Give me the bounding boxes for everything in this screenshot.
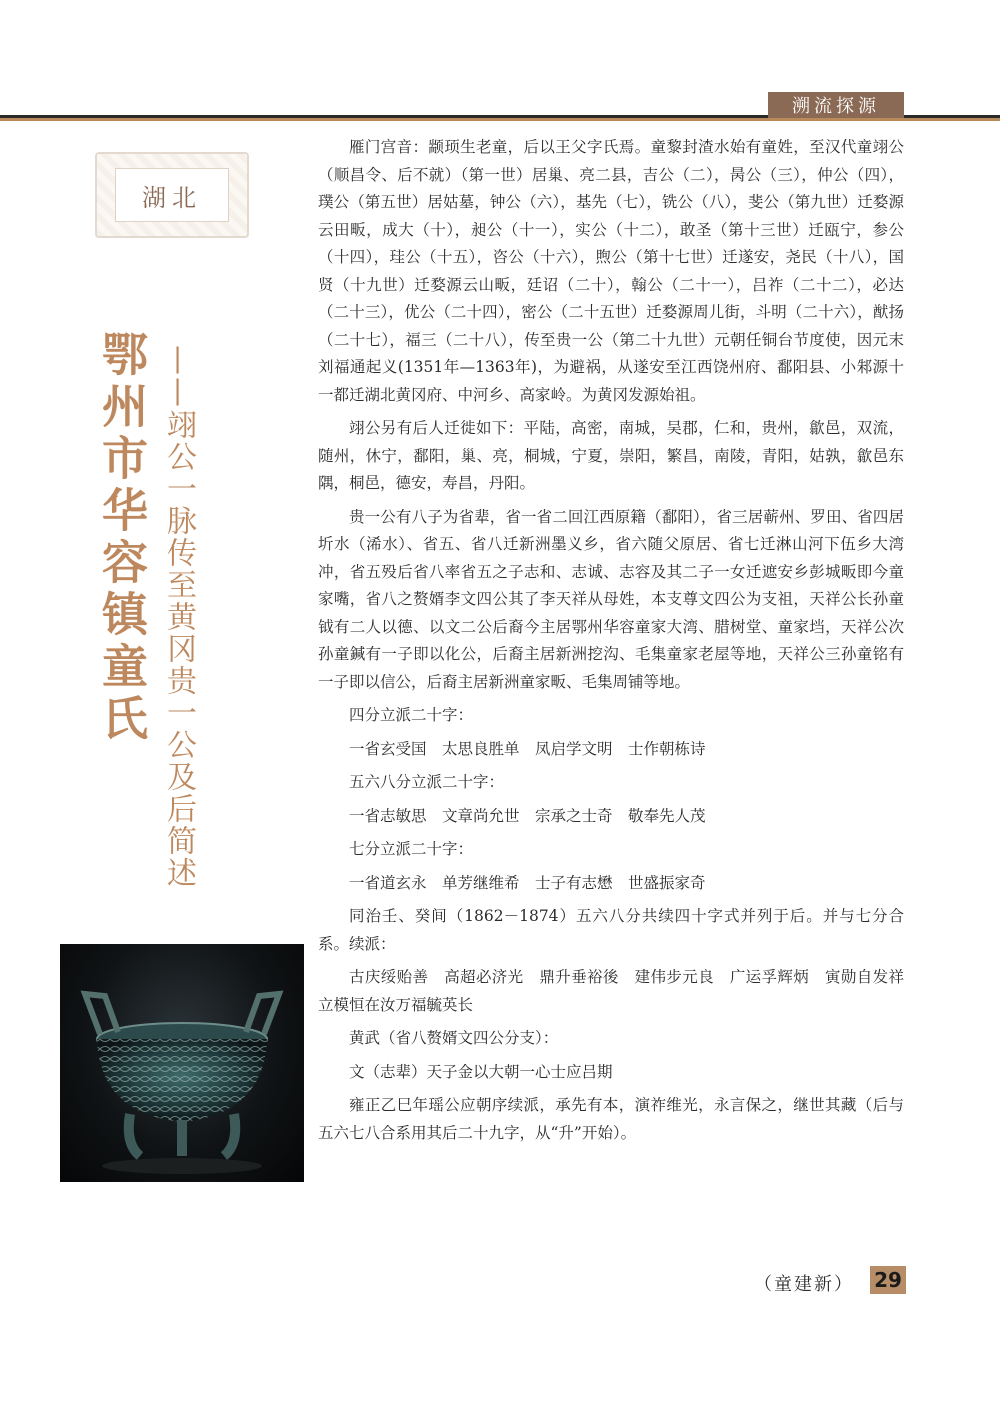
page-number: 29 [870,1266,906,1294]
region-frame [95,152,249,238]
paragraph: 黄武（省八赘婿文四公分支）： [349,1029,559,1047]
paragraph: 一省道玄永 单芳继维希 士子有志懋 世盛振家奇 [349,873,706,892]
paragraph: 七分立派二十字： [349,840,474,858]
paragraph: 文（志辈）天子金以大朝一心士应吕期 [349,1062,613,1081]
bronze-censer-photo [60,944,304,1182]
author-credit: （童建新） [754,1274,854,1295]
paragraph: 同治壬、癸间（1862－1874）五六八分共续四十字式并列于后。并与七分合系。续派： [318,907,904,953]
article-body [318,134,920,1153]
paragraph: 贵一公有八子为省辈，省一省二回江西原籍（鄱阳），省三居蕲州、罗田、省四居圻水（浠水）、省五、省八迁新洲墨义乡，省六随父原居、省七迁淋山河下伍乡大湾冲，省五殁后省八率省五之子志和、志诚、志容及其二子一女迁遮安乡彭城畈即今童家嘴，省八之赘婿李文四公其了李天祥从母姓，本支尊文四公为支祖，天祥公长孙童钺有二人以德、以文二公后裔今主居鄂州华容童家大湾、腊树堂、童家垱，天祥公次孙童鍼有一子即以化公，后裔主居新洲挖沟、毛集童家老屋等地，天祥公三孙童铭有一子即以信公，后裔主居新洲童家畈、毛集周铺等地。 [318,507,904,691]
paragraph: 一省玄受国 太思良胜单 凤启学文明 士作朝栋诗 [349,739,706,758]
paragraph: 四分立派二十字： [349,706,474,724]
article-title: 鄂州市华容镇童氏 [95,330,149,746]
region-label: 湖北 [115,168,229,222]
paragraph: 雍正乙巳年瑶公应朝序续派，承先有本，演祚维光，永言保之，继世其藏（后与五六七八合系用其后二十九字，从“升”开始）。 [318,1096,904,1142]
censer-illustration [60,944,304,1182]
paragraph: 五六八分立派二十字： [349,773,505,791]
section-label: 溯流探源 [768,92,904,118]
paragraph: 一省志敏思 文章尚允世 宗承之士奇 敬奉先人茂 [349,806,706,825]
paragraph: 翊公另有后人迁徙如下：平陆，高密，南城，吴郡，仁和，贵州，歙邑，双流，随州，休宁，鄱阳，巢、亮，桐城，宁夏，崇阳，繁昌，南陵，青阳，姑孰，歙邑东隅，桐邑，德安，寿昌，丹阳。 [318,419,904,492]
paragraph: 雁门宫音：颛顼生老童，后以王父字氏焉。童黎封渣水始有童姓，至汉代童翊公（顺昌令、后不就）（第一世）居巢、亮二县，吉公（二），昺公（三），仲公（四），璞公（第五世）居姑墓，钟公（六），基先（七），铣公（八），斐公（第九世）迁婺源云田畈，成大（十），昶公（十一），实公（十二），敢圣（第十三世）迁瓯宁，参公（十四），珪公（十五），咨公（十六），煦公（第十七世）迁遂安，尧民（十八），国贤（十九世）迁婺源云山畈，廷诏（二十），翰公（二十一），吕祚（二十二），必达（二十三），优公（二十四），密公（二十五世）迁婺源周儿街，斗明（二十六），猷扬（二十七），福三（二十八），传至贵一公（第二十九世）元朝任铜台节度使，因元末刘福通起义(1351年—1363年)，为避祸，从遂安至江西饶州府、鄱阳县、小邾源十一都迁湖北黄冈府、中河乡、高家岭。为黄冈发源始祖。 [318,138,904,404]
article-subtitle: ——翊公一脉传至黄冈贵一公及后简述 [161,345,196,889]
paragraph: 古庆绥贻善 高超必济光 鼎升垂裕後 建伟步元良 广运孚辉炳 寅勋自发祥 立模恒在汝万福毓英长 [318,968,920,1014]
